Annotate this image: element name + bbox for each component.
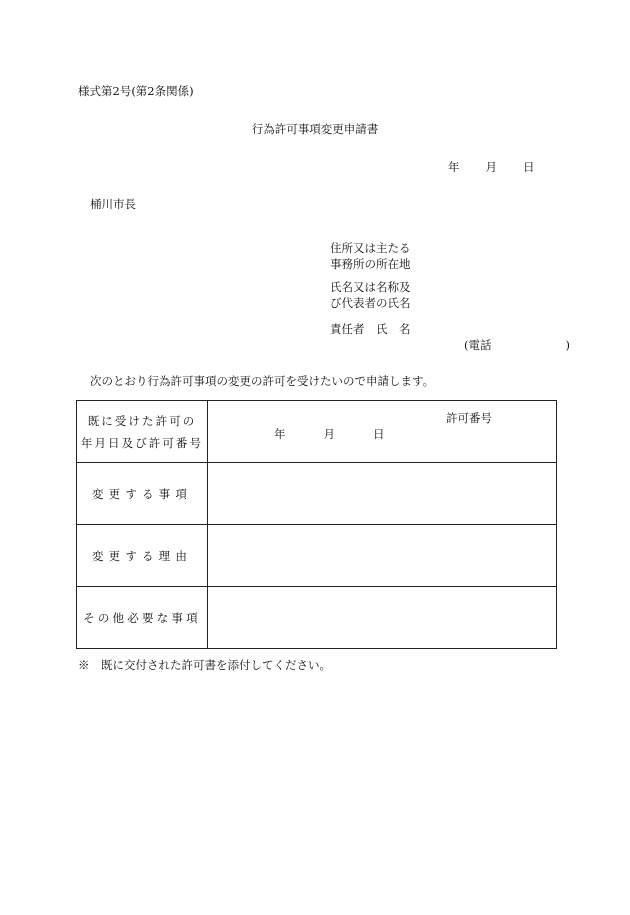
- other-items-header: [77, 587, 208, 649]
- table-row: [77, 463, 557, 525]
- previous-permit-label-line-1: 既に受けた許可の: [87, 413, 197, 428]
- change-items-header: [77, 463, 208, 525]
- permit-month-label: 月: [323, 427, 335, 441]
- form-number: 様式第2号(第2条関係): [78, 84, 194, 98]
- applicant-name-label: [330, 279, 411, 311]
- phone-field: [464, 340, 570, 352]
- date-day-label: 日: [523, 160, 535, 174]
- table-row: [77, 401, 557, 463]
- application-table: [76, 400, 557, 649]
- previous-permit-label-line-2: 年月日及び許可番号: [80, 435, 204, 450]
- date-month-label: 月: [485, 160, 497, 174]
- phone-close: ): [565, 338, 570, 352]
- address-label-line-1: 住所又は主たる: [330, 241, 411, 255]
- change-reason-cell: [208, 525, 557, 587]
- previous-permit-cell: [208, 401, 557, 463]
- previous-permit-header: [77, 401, 208, 463]
- application-date: [448, 162, 535, 174]
- other-items-cell: [208, 587, 557, 649]
- permit-year-label: 年: [274, 427, 286, 441]
- permit-day-label: 日: [373, 427, 385, 441]
- address-label-line-2: 事務所の所在地: [330, 257, 411, 271]
- name-label-line-2: び代表者の氏名: [330, 296, 411, 310]
- table-row: [77, 587, 557, 649]
- intro-text: 次のとおり行為許可事項の変更の許可を受けたいので申請します。: [90, 374, 435, 388]
- other-items-label: その他必要な事項: [83, 610, 201, 625]
- name-label-line-1: 氏名又は名称及: [330, 280, 411, 294]
- change-reason-header: [77, 525, 208, 587]
- attachment-note: ※ 既に交付された許可書を添付してください。: [78, 658, 331, 672]
- change-reason-label: 変更する理由: [91, 548, 193, 563]
- change-items-cell: [208, 463, 557, 525]
- document-title: 行為許可事項変更申請書: [251, 122, 379, 136]
- table-row: [77, 525, 557, 587]
- date-year-label: 年: [448, 160, 460, 174]
- responsible-person-label: 責任者 氏 名: [330, 322, 411, 336]
- change-items-label: 変更する事項: [91, 486, 193, 501]
- permit-number-label: 許可番号: [446, 411, 492, 425]
- applicant-address-label: [330, 240, 411, 272]
- permit-date: [274, 426, 385, 442]
- addressee: 桶川市長: [90, 197, 136, 211]
- phone-open: (電話: [464, 338, 492, 352]
